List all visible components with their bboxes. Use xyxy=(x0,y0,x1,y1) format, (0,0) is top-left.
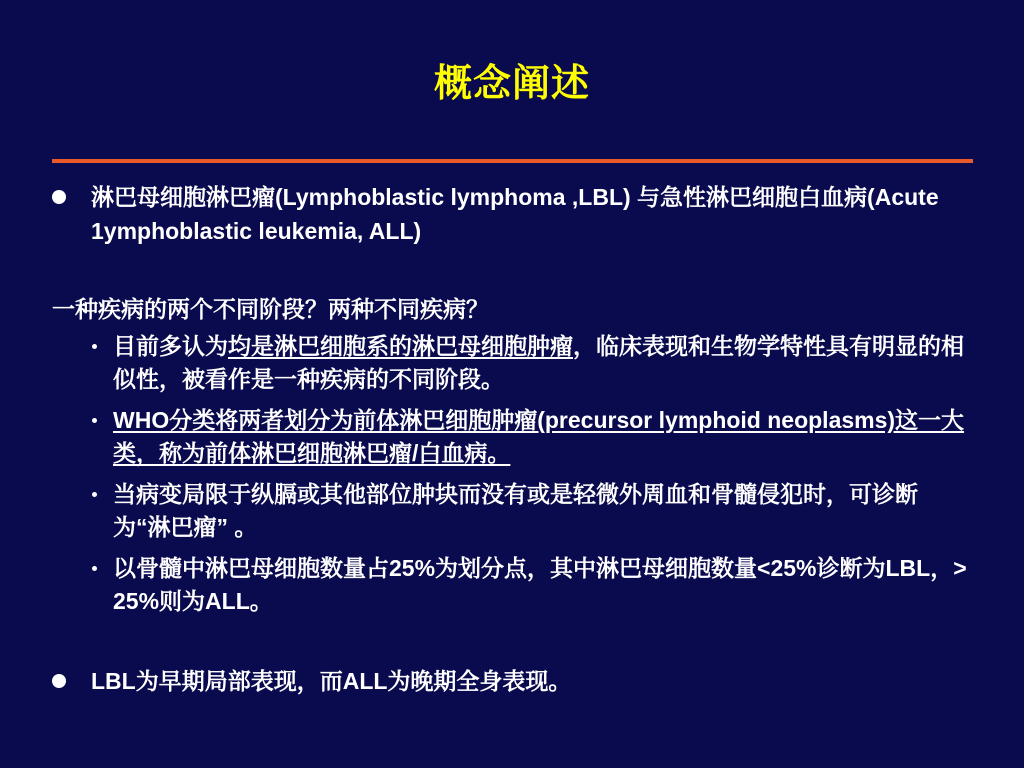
bullet-lbl-all-definition xyxy=(52,180,972,248)
sub-bullet-text-pre: 目前多认为 xyxy=(113,333,228,359)
bullet-early-late xyxy=(52,664,972,698)
sub-bullet-who-classification xyxy=(52,404,972,470)
sub-bullet-same-disease xyxy=(52,330,972,396)
sub-bullet-dot-icon xyxy=(92,418,97,423)
bullet-dot-icon xyxy=(52,674,66,688)
sub-bullet-text-underlined: 均是淋巴细胞系的淋巴母细胞肿瘤 xyxy=(228,333,573,359)
sub-bullet-dot-icon xyxy=(92,492,97,497)
sub-bullet-dot-icon xyxy=(92,566,97,571)
sub-bullet-text: 当病变局限于纵膈或其他部位肿块而没有或是轻微外周血和骨髓侵犯时，可诊断为“淋巴瘤” 。 xyxy=(113,481,918,540)
sub-bullet-threshold xyxy=(52,552,972,618)
sub-bullet-text-post: ，临床表现和生物学特性具有明显的相似性，被看作是一种疾病的不同阶段。 xyxy=(113,333,964,392)
question-line: 一种疾病的两个不同阶段？两种不同疾病？ xyxy=(52,296,489,322)
title-divider xyxy=(52,159,973,163)
sub-bullet-text: 以骨髓中淋巴母细胞数量占25%为划分点，其中淋巴母细胞数量<25%诊断为LBL，> 25%则为ALL。 xyxy=(113,555,967,614)
slide-content xyxy=(52,180,972,698)
bullet-dot-icon xyxy=(52,190,66,204)
sub-bullet-text: WHO分类将两者划分为前体淋巴细胞肿瘤(precursor lymphoid neoplasms)这一大类，称为前体淋巴细胞淋巴瘤/白血病。 xyxy=(113,407,965,466)
slide-title: 概念阐述 xyxy=(433,63,590,105)
sub-bullet-lymphoma-diagnosis xyxy=(52,478,972,544)
bullet-text: LBL为早期局部表现，而ALL为晚期全身表现。 xyxy=(91,668,572,694)
sub-bullet-dot-icon xyxy=(92,344,97,349)
bullet-text: 淋巴母细胞淋巴瘤(Lymphoblastic lymphoma ,LBL) 与急性淋巴细胞白血病(Acute 1ymphoblastic leukemia, ALL) xyxy=(91,184,939,244)
